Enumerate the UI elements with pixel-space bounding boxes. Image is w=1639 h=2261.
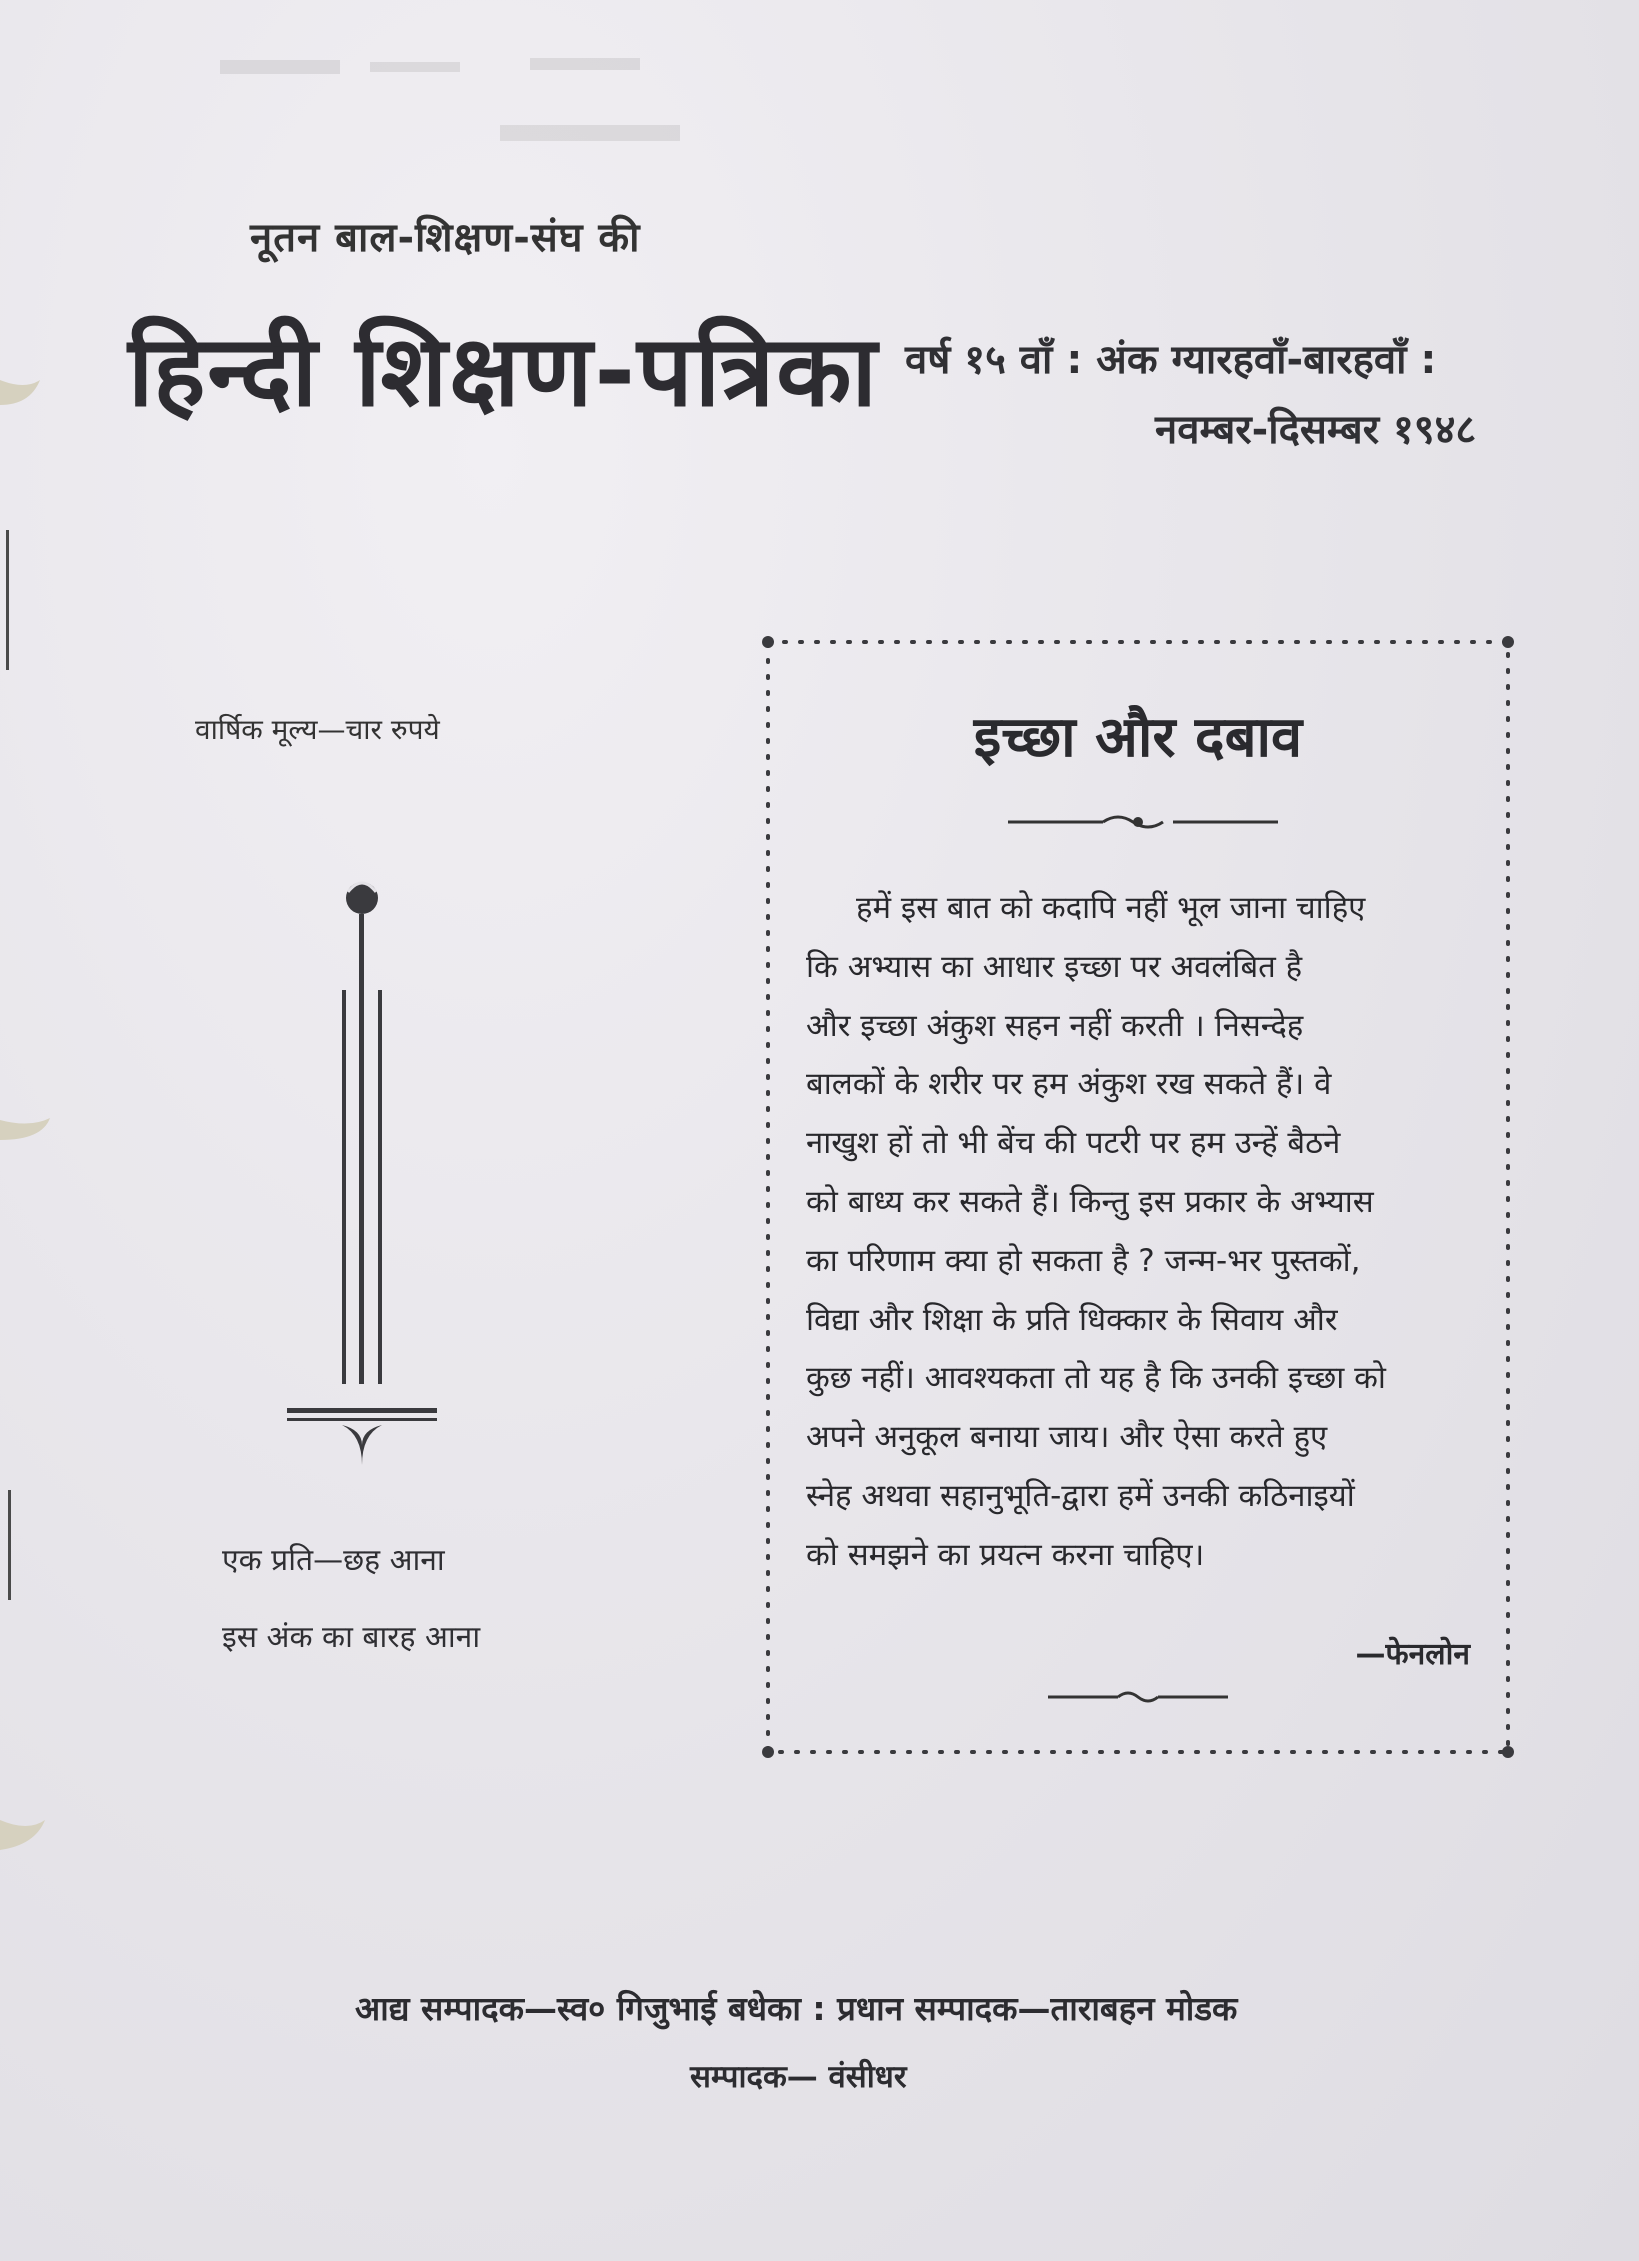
single-copy-price: एक प्रति—छह आना (222, 1543, 445, 1578)
article-box (758, 632, 1518, 1762)
article-body (806, 879, 1496, 1585)
flourish-divider-icon (758, 1682, 1518, 1712)
article-line: हमें इस बात को कदापि नहीं भूल जाना चाहिए (856, 890, 1366, 926)
article-line: और इच्छा अंकुश सहन नहीं करती । निसन्देह (806, 1007, 1304, 1044)
issue-date: नवम्बर-दिसम्बर १९४८ (1155, 407, 1477, 453)
editor-line: सम्पादक— वंसीधर (690, 2059, 907, 2095)
article-line: कि अभ्यास का आधार इच्छा पर अवलंबित है (806, 948, 1303, 985)
article-line: का परिणाम क्या हो सकता है ? जन्म-भर पुस्तकों, (806, 1242, 1361, 1279)
article-line: को समझने का प्रयत्न करना चाहिए। (806, 1536, 1205, 1573)
article-author: —फेनलोन (1355, 1637, 1470, 1672)
article-line: स्नेह अथवा सहानुभूति-द्वारा हमें उनकी कठिनाइयों (806, 1477, 1355, 1514)
ornament-pillar-icon (282, 870, 452, 1470)
article-line: नाखुश हों तो भी बेंच की पटरी पर हम उन्हें बैठने (806, 1125, 1341, 1162)
article-line: कुछ नहीं। आवश्यकता तो यह है कि उनकी इच्छा को (806, 1360, 1386, 1397)
publisher-subtitle: नूतन बाल-शिक्षण-संघ की (250, 215, 641, 261)
article-line: अपने अनुकूल बनाया जाय। और ऐसा करते हुए (806, 1419, 1328, 1456)
article-title: इच्छा और दबाव (973, 705, 1303, 770)
flourish-divider-icon (758, 807, 1518, 837)
volume-issue: वर्ष १५ वाँ : अंक ग्यारहवाँ-बारहवाँ : (905, 337, 1437, 383)
magazine-title: हिन्दी शिक्षण-पत्रिका (128, 315, 879, 429)
this-issue-price: इस अंक का बारह आना (222, 1620, 481, 1655)
bleed-through-stamp (200, 40, 760, 170)
article-line: बालकों के शरीर पर हम अंकुश रख सकते हैं। वे (806, 1066, 1332, 1103)
editors-line: आद्य सम्पादक—स्व० गिजुभाई बधेका : प्रधान सम्पादक—ताराबहन मोडक (355, 1989, 1238, 2028)
binding-marks (0, 0, 60, 2261)
article-line: को बाध्य कर सकते हैं। किन्तु इस प्रकार के अभ्यास (806, 1183, 1374, 1220)
annual-price: वार्षिक मूल्य—चार रुपये (195, 713, 440, 746)
article-line: विद्या और शिक्षा के प्रति धिक्कार के सिवाय और (806, 1301, 1338, 1338)
